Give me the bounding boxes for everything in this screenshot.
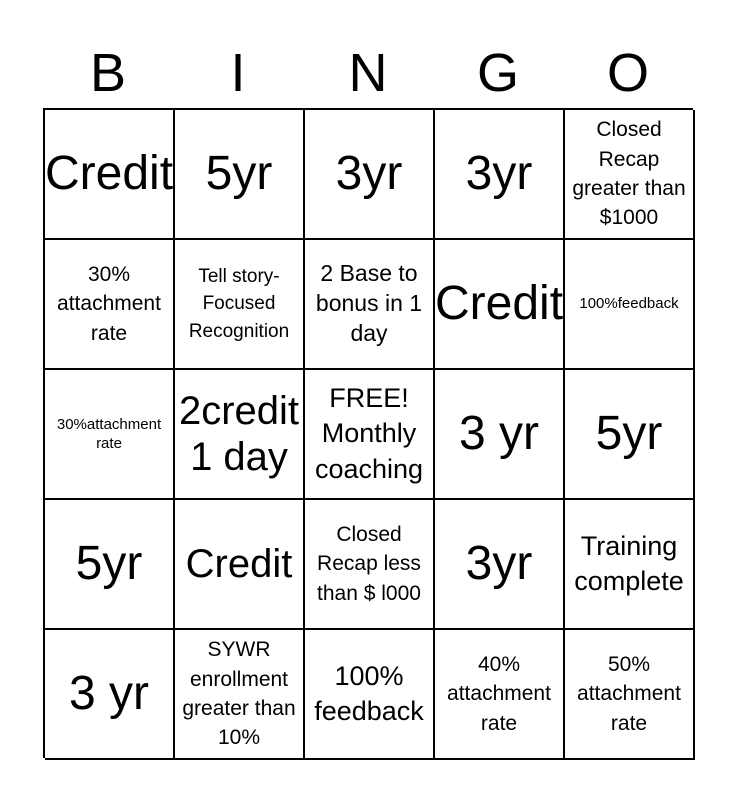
bingo-cell[interactable]: 100%feedback (565, 240, 695, 370)
bingo-cell[interactable]: 30%attachment rate (45, 370, 175, 500)
bingo-cell[interactable]: 50% attachment rate (565, 630, 695, 760)
bingo-cell[interactable]: 5yr (565, 370, 695, 500)
bingo-cell[interactable]: Training complete (565, 500, 695, 630)
header-letter-g: G (476, 43, 519, 103)
bingo-cell[interactable]: 2credit 1 day (175, 370, 305, 500)
bingo-cell[interactable]: 3yr (435, 110, 565, 240)
bingo-board (43, 108, 693, 758)
bingo-cell[interactable]: 100% feedback (305, 630, 435, 760)
bingo-cell[interactable]: SYWR enrollment greater than 10% (175, 630, 305, 760)
bingo-cell[interactable]: 30% attachment rate (45, 240, 175, 370)
bingo-cell[interactable]: Closed Recap greater than $1000 (565, 110, 695, 240)
bingo-cell[interactable]: Credit (175, 500, 305, 630)
bingo-cell[interactable]: Closed Recap less than $ l000 (305, 500, 435, 630)
header-letter-b: B (89, 43, 127, 103)
bingo-cell[interactable]: 3 yr (435, 370, 565, 500)
header-letter-i: I (230, 43, 246, 103)
bingo-cell[interactable]: 5yr (45, 500, 175, 630)
bingo-cell[interactable]: 3yr (435, 500, 565, 630)
bingo-header (43, 38, 693, 108)
bingo-cell[interactable]: 2 Base to bonus in 1 day (305, 240, 435, 370)
header-letter-o: O (606, 43, 649, 103)
bingo-cell[interactable]: Credit (45, 110, 175, 240)
bingo-cell[interactable]: 5yr (175, 110, 305, 240)
bingo-cell[interactable]: 3yr (305, 110, 435, 240)
bingo-cell[interactable]: 3 yr (45, 630, 175, 760)
bingo-cell[interactable]: 40% attachment rate (435, 630, 565, 760)
bingo-cell[interactable]: FREE! Monthly coaching (305, 370, 435, 500)
bingo-cell[interactable]: Credit (435, 240, 565, 370)
bingo-cell[interactable]: Tell story-Focused Recognition (175, 240, 305, 370)
header-letter-n: N (348, 43, 388, 103)
